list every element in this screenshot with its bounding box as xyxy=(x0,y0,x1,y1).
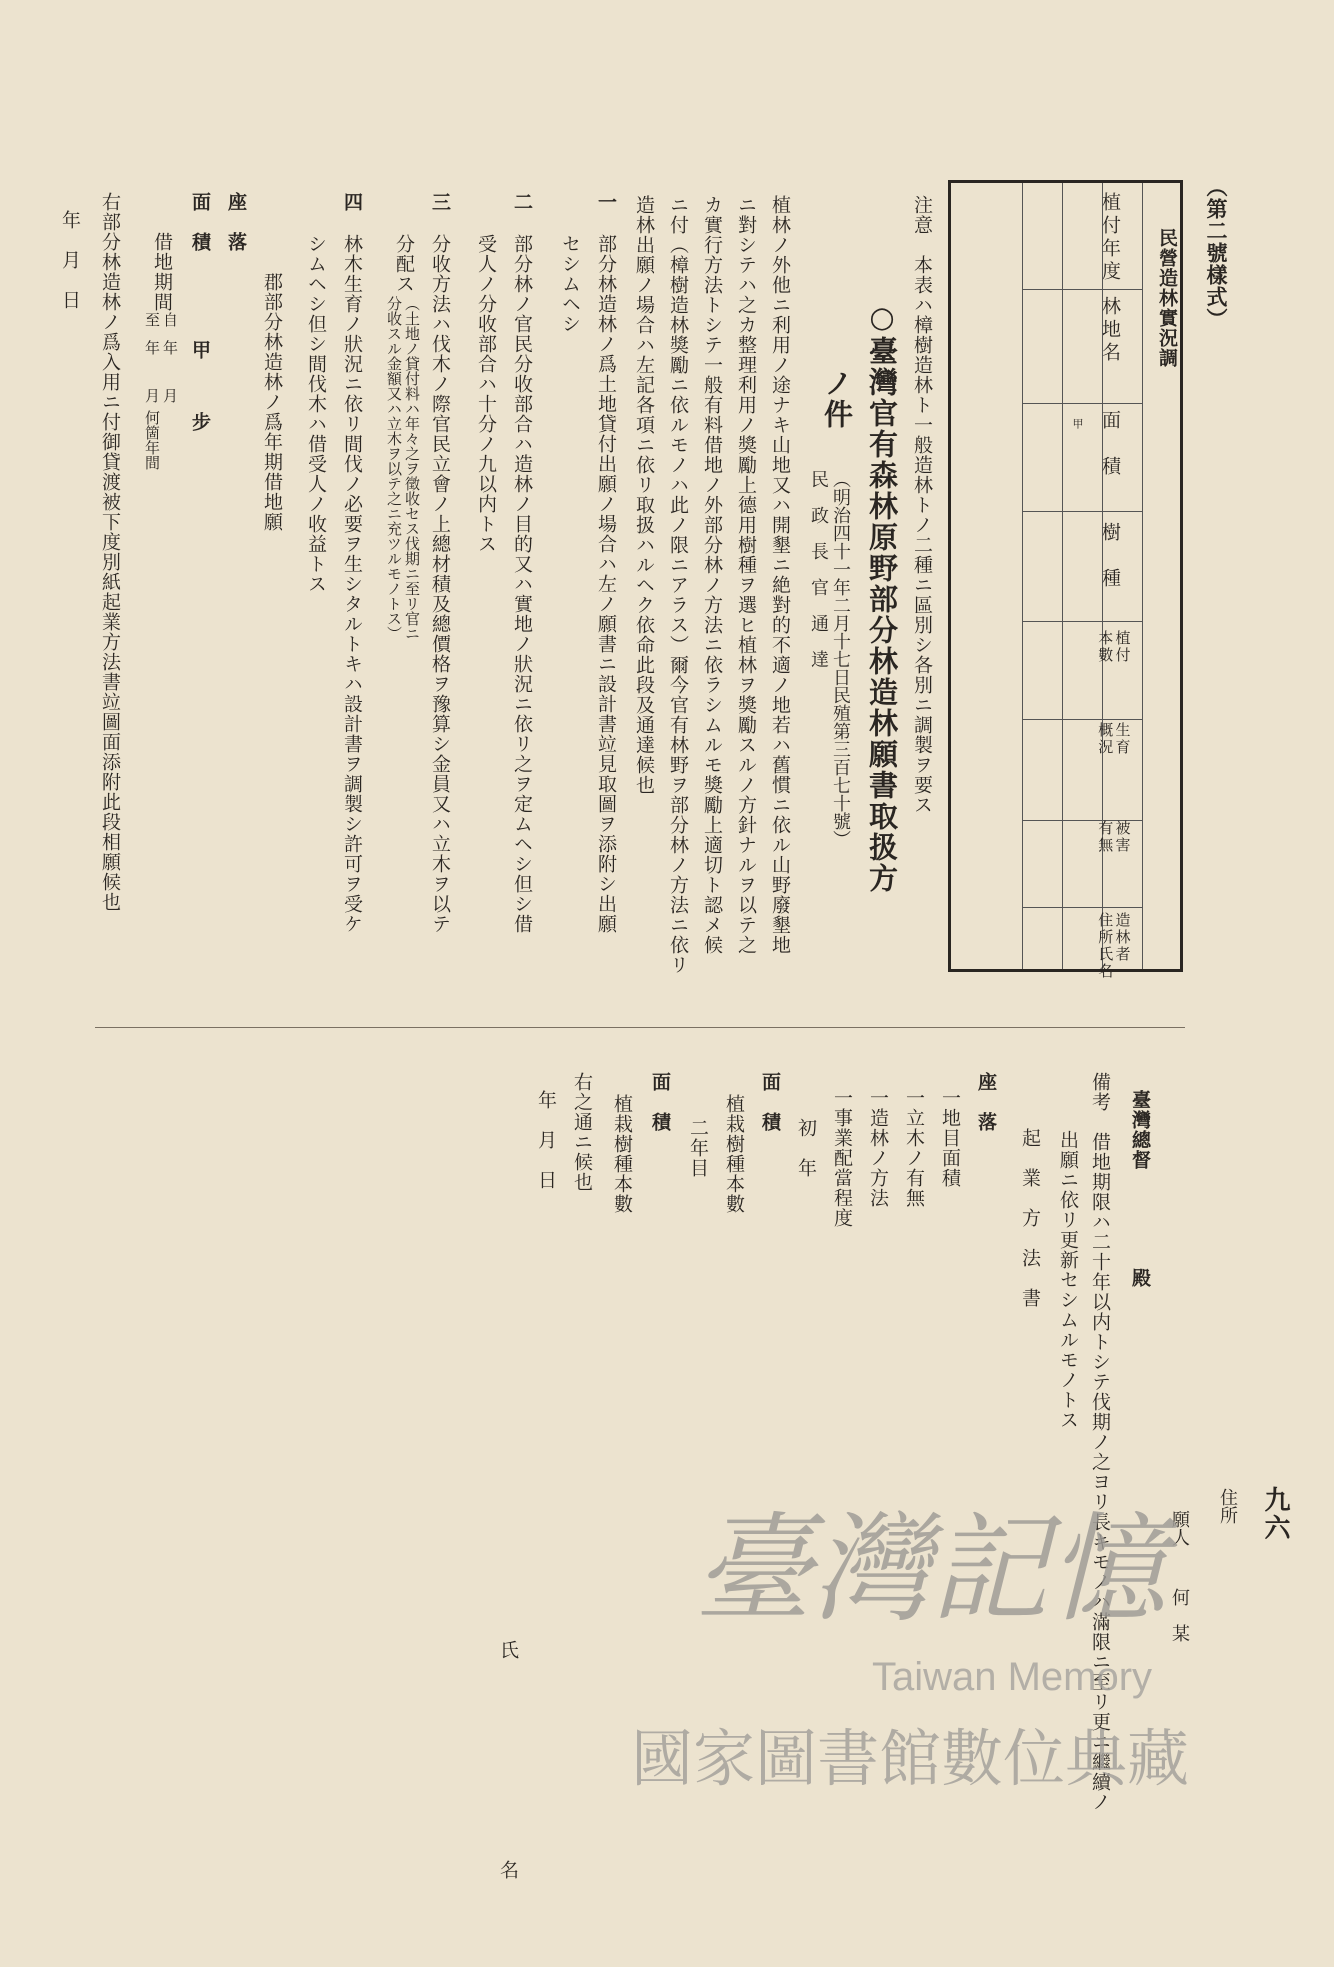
label-year: 年 xyxy=(161,340,179,355)
item-text: 分配ス xyxy=(393,234,415,294)
item-annotation: （土地ノ貸付料ハ年々之ヲ徵收セス伐期ニ至リ官ニ xyxy=(403,296,421,641)
item-number: 一 xyxy=(595,192,617,212)
plan-item: 一立木ノ有無 xyxy=(903,1088,925,1208)
watermark-chinese: 國家圖書館數位典藏 xyxy=(630,1722,1190,1795)
item-number: 四 xyxy=(341,192,363,212)
form-col-forester: 造林者 住所氏名 xyxy=(1096,912,1132,980)
issuer: 民 政 長 官 通 達 xyxy=(808,470,829,668)
signature-name: 氏 名 xyxy=(497,1640,519,1880)
form-col-damage: 被害 有無 xyxy=(1096,820,1132,854)
remarks-line: 出願ニ依リ更新セシムルモノトス xyxy=(1057,1130,1079,1430)
survey-form-table xyxy=(948,180,1183,972)
form-col-planting-year: 植付年度 xyxy=(1099,192,1121,284)
item-text: 部分林造林ノ爲土地貸付出願ノ場合ハ左ノ願書ニ設計書竝見取圖ヲ添附シ出願 xyxy=(595,234,617,934)
unit-ho: 步 xyxy=(189,412,211,432)
heading: ○臺灣官有森林原野部分林造林願書取扱方 xyxy=(865,300,899,894)
item-text: シムヘシ但シ間伐木ハ借受人ノ收益トス xyxy=(305,234,327,594)
form-col-forest-name: 林地名 xyxy=(1099,296,1121,365)
applicant-name: 何 某 xyxy=(1169,1588,1190,1642)
application-statement: 右部分林造林ノ爲入用ニ付御貸渡被下度別紙起業方法書竝圖面添附此段相願候也 xyxy=(99,192,121,912)
unit-kou: 甲 xyxy=(189,340,211,360)
label-area: 面 積 xyxy=(649,1072,671,1132)
form-col-growth: 生育 概況 xyxy=(1096,722,1132,756)
remarks-line: 備考 借地期限ハ二十年以内トシテ伐期ノ之ヨリ長キモノハ滿限ニ至リ更ニ繼續ノ xyxy=(1089,1072,1111,1812)
label-address: 住所 xyxy=(1217,1488,1238,1524)
form-mark: 甲 xyxy=(1071,418,1084,429)
application-title: 郡部分林造林ノ爲年期借地願 xyxy=(261,272,283,532)
form-col-planted-count: 植付 本數 xyxy=(1096,630,1132,664)
form-col-area: 面 積 xyxy=(1099,410,1121,479)
label-month: 月 xyxy=(143,388,161,403)
label-years-count: 何箇年間 xyxy=(143,410,161,470)
watermark-logo: 臺灣記憶 xyxy=(693,1500,1167,1638)
plan-item: 一地目面積 xyxy=(939,1088,961,1188)
dateline: （明治四十一年二月十七日民殖第三百七十號） xyxy=(830,470,851,848)
honorific: 殿 xyxy=(1129,1268,1151,1288)
page-number: 九六 xyxy=(1260,1486,1290,1542)
plan-species: 植栽樹種本數 xyxy=(611,1094,633,1214)
form-title: 民營造林實況調 xyxy=(1156,228,1178,368)
item-text: 林木生育ノ狀況ニ依リ間伐ノ必要ヲ生シタルトキハ設計書ヲ調製シ許可ヲ受ケ xyxy=(341,234,363,934)
label-from: 自 xyxy=(161,312,179,327)
plan-second-year: 二年目 xyxy=(687,1118,709,1178)
plan-item: 一造林ノ方法 xyxy=(867,1088,889,1208)
plan-species: 植栽樹種本數 xyxy=(723,1094,745,1214)
watermark-english: Taiwan Memory xyxy=(871,1655,1153,1699)
item-text: 分收方法ハ伐木ノ際官民立會ノ上總材積及總價格ヲ豫算シ金員又ハ立木ヲ以テ xyxy=(429,234,451,934)
addressee: 臺灣總督 xyxy=(1129,1090,1151,1170)
heading-suffix: ノ件 xyxy=(820,368,854,430)
item-number: 三 xyxy=(429,192,451,212)
label-applicant: 願人 xyxy=(1169,1510,1190,1546)
application-date: 年 月 日 xyxy=(59,210,81,310)
item-text: 部分林ノ官民分收部合ハ造林ノ目的又ハ實地ノ狀況ニ依リ之ヲ定ムヘシ但シ借 xyxy=(511,234,533,934)
business-plan-title: 起 業 方 法 書 xyxy=(1019,1128,1041,1308)
form-label: （第二號樣式） xyxy=(1204,176,1229,330)
body-line: カ實行方法トシテ一般有料借地ノ外部分林ノ方法ニ依ラシムルモ獎勵上適切ト認メ候 xyxy=(701,195,723,955)
body-line: ニ對シテハ之カ整理利用ノ獎勵上德用樹種ヲ選ヒ植林ヲ獎勵スルノ方針ナルヲ以テ之 xyxy=(735,195,757,955)
form-col-species: 樹 種 xyxy=(1099,522,1121,591)
closing-date: 年 月 日 xyxy=(535,1090,557,1190)
label-year: 年 xyxy=(143,340,161,355)
label-location: 座 落 xyxy=(975,1072,997,1132)
plan-first-year: 初 年 xyxy=(795,1118,817,1178)
item-annotation: 分收スル金額又ハ立木ヲ以テ之ニ充ツルモノトス） xyxy=(385,296,403,641)
closing-statement: 右之通ニ候也 xyxy=(571,1072,593,1192)
form-note: 注意 本表ハ樟樹造林ト一般造林トノ二種ニ區別シ各別ニ調製ヲ要ス xyxy=(911,195,933,815)
body-line: 植林ノ外他ニ利用ノ途ナキ山地又ハ開墾ニ絶對的不適ノ地若ハ舊慣ニ依ル山野廢墾地 xyxy=(769,195,791,955)
label-area: 面 積 xyxy=(189,192,211,252)
label-area: 面 積 xyxy=(759,1072,781,1132)
body-line: ニ付（樟樹造林獎勵ニ依ルモノハ此ノ限ニアラス）爾今官有林野ヲ部分林ノ方法ニ依リ xyxy=(667,195,689,975)
item-number: 二 xyxy=(511,192,533,212)
item-text: 受人ノ分收部合ハ十分ノ九以内トス xyxy=(475,234,497,554)
label-location: 座 落 xyxy=(225,192,247,252)
section-divider xyxy=(95,1027,1185,1028)
body-line: 造林出願ノ場合ハ左記各項ニ依リ取扱ハルヘク依命此段及通達候也 xyxy=(633,195,655,795)
plan-item: 一事業配當程度 xyxy=(831,1088,853,1228)
taiwan-memory-watermark xyxy=(610,1490,1250,1820)
item-text: セシムヘシ xyxy=(559,234,581,334)
label-to: 至 xyxy=(143,312,161,327)
label-lease-period: 借地期間 xyxy=(151,232,173,312)
label-month: 月 xyxy=(161,388,179,403)
